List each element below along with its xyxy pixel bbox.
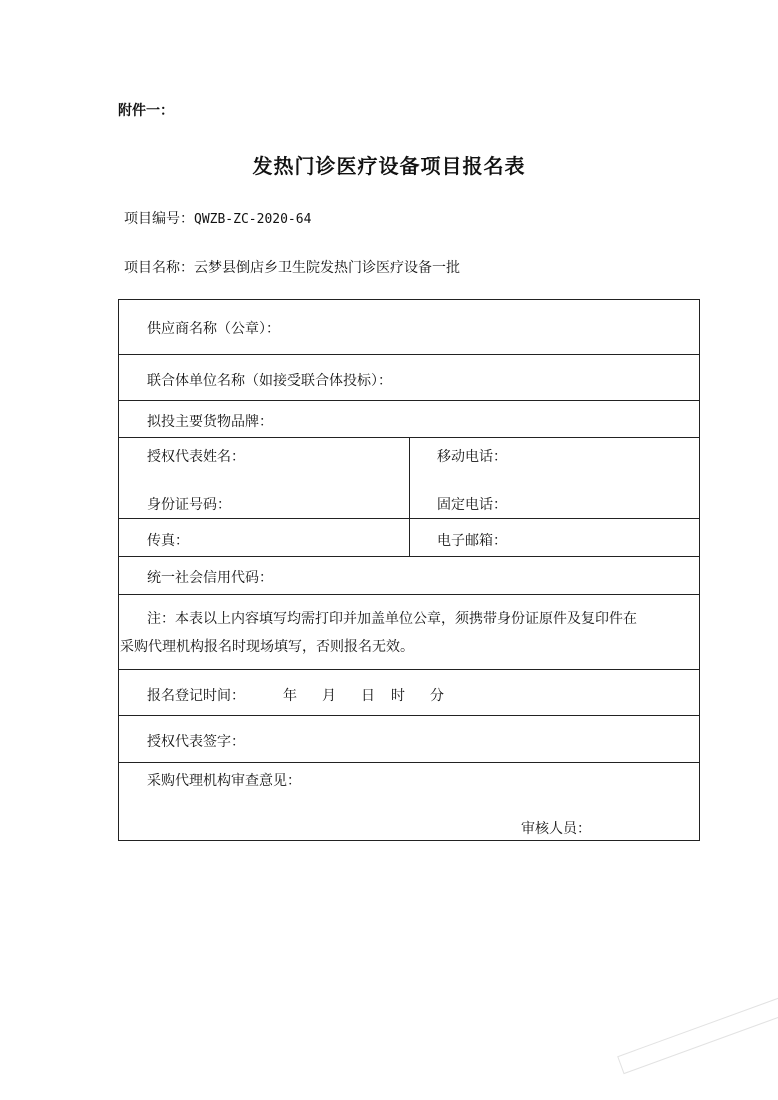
note-line-1: 注：本表以上内容填写均需打印并加盖单位公章，须携带身份证原件及复印件在 bbox=[147, 611, 637, 627]
rep-name-field[interactable]: 授权代表姓名： bbox=[147, 449, 245, 465]
supplier-name-field[interactable]: 供应商名称（公章）： bbox=[147, 321, 280, 337]
reg-year[interactable]: 年 bbox=[283, 688, 297, 704]
email-field[interactable]: 电子邮箱： bbox=[437, 533, 507, 549]
project-name-value: 云梦县倒店乡卫生院发热门诊医疗设备一批 bbox=[194, 260, 460, 276]
project-number-value: QWZB-ZC-2020-64 bbox=[194, 212, 312, 227]
row-consortium bbox=[119, 355, 699, 401]
project-number-label: 项目编号： bbox=[124, 211, 194, 227]
project-name bbox=[124, 257, 460, 277]
mobile-field[interactable]: 移动电话： bbox=[437, 449, 507, 465]
project-name-label: 项目名称： bbox=[124, 260, 194, 276]
row-representative bbox=[119, 438, 699, 519]
row-registration-time bbox=[119, 670, 699, 716]
reg-month[interactable]: 月 bbox=[322, 688, 336, 704]
landline-field[interactable]: 固定电话： bbox=[437, 497, 507, 513]
rep-signature-field[interactable]: 授权代表签字： bbox=[147, 734, 245, 750]
row-signature bbox=[119, 716, 699, 763]
reg-minute[interactable]: 分 bbox=[430, 688, 444, 704]
row-supplier-name bbox=[119, 300, 699, 355]
agency-review-field[interactable]: 采购代理机构审查意见： bbox=[147, 773, 301, 789]
column-divider bbox=[409, 519, 410, 556]
consortium-field[interactable]: 联合体单位名称（如接受联合体投标）： bbox=[147, 373, 392, 389]
row-agency-review bbox=[119, 763, 699, 842]
fax-field[interactable]: 传真： bbox=[147, 533, 189, 549]
watermark-stamp: ​ bbox=[617, 995, 778, 1074]
row-brand bbox=[119, 401, 699, 438]
project-number bbox=[124, 208, 311, 228]
form-title: 发热门诊医疗设备项目报名表 bbox=[252, 154, 526, 178]
reg-day[interactable]: 日 bbox=[361, 688, 375, 704]
reg-hour[interactable]: 时 bbox=[391, 688, 405, 704]
brand-field[interactable]: 拟投主要货物品牌： bbox=[147, 414, 273, 430]
row-note bbox=[119, 595, 699, 670]
credit-code-field[interactable]: 统一社会信用代码： bbox=[147, 570, 273, 586]
id-number-field[interactable]: 身份证号码： bbox=[147, 497, 231, 513]
registration-form-table bbox=[118, 299, 700, 841]
row-credit-code bbox=[119, 557, 699, 595]
column-divider bbox=[409, 438, 410, 518]
note-line-2: 采购代理机构报名时现场填写，否则报名无效。 bbox=[120, 639, 414, 655]
reviewer-field[interactable]: 审核人员： bbox=[521, 821, 591, 837]
reg-time-label: 报名登记时间： bbox=[147, 688, 245, 704]
annex-label: 附件一： bbox=[118, 103, 174, 119]
row-fax-email bbox=[119, 519, 699, 557]
